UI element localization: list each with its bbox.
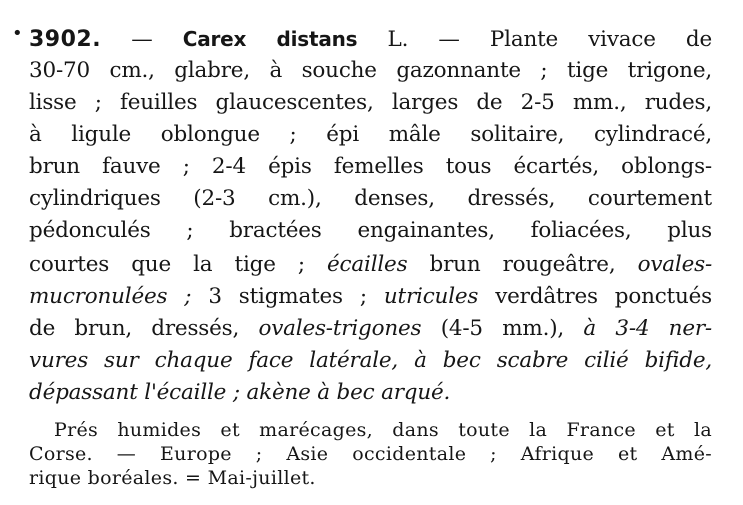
- species-author: L.: [387, 27, 409, 52]
- italic-term: utricules: [383, 284, 479, 309]
- heading-text: Plante vivace de: [489, 27, 713, 52]
- entry-bullet: •: [12, 23, 23, 44]
- description-line: brun fauve ; 2-4 épis femelles tous écartés, oblongs-: [29, 154, 712, 179]
- italic-term: à 3-4 ner-: [583, 316, 712, 341]
- text-run: verdâtres ponctués: [495, 284, 713, 309]
- species-name: Carex distans: [182, 27, 358, 51]
- description-line: à ligule oblongue ; épi mâle solitaire, cylindracé,: [29, 122, 712, 147]
- italic-term: ovales-: [637, 252, 713, 277]
- description-line: 30-70 cm., glabre, à souche gazonnante ; tige trigone,: [29, 58, 712, 83]
- text-run: 3 stigmates ;: [208, 284, 367, 309]
- text-run: brun rougeâtre,: [429, 252, 616, 277]
- description-line: vures sur chaque face latérale, à bec scabre cilié bifide,: [29, 348, 712, 373]
- entry-number: 3902.: [29, 27, 102, 52]
- heading-dash: —: [438, 27, 460, 52]
- description-line: dépassant l'écaille ; akène à bec arqué.: [29, 380, 451, 405]
- description-line: cylindriques (2-3 cm.), denses, dressés, courtement: [29, 186, 712, 211]
- description-line: [29, 285, 712, 309]
- heading-dash: —: [131, 27, 153, 52]
- text-run: (4-5 mm.),: [440, 316, 565, 341]
- entry-heading-line: [29, 27, 712, 52]
- habitat-line: rique boréales. = Mai-juillet.: [29, 467, 316, 489]
- text-run: de brun, dressés,: [29, 316, 240, 341]
- description-line: [29, 317, 712, 341]
- text-run: courtes que la tige ;: [29, 252, 305, 277]
- description-line: pédonculés ; bractées engainantes, foliacées, plus: [29, 218, 712, 243]
- italic-term: mucronulées ;: [29, 284, 192, 309]
- italic-term: écailles: [327, 252, 408, 277]
- italic-term: ovales-trigones: [258, 316, 422, 341]
- description-line: lisse ; feuilles glaucescentes, larges de 2-5 mm., rudes,: [29, 90, 712, 115]
- habitat-line: Corse. — Europe ; Asie occidentale ; Afrique et Amé-: [29, 443, 712, 465]
- habitat-line: Prés humides et marécages, dans toute la France et la: [54, 419, 712, 441]
- description-line: [29, 253, 712, 277]
